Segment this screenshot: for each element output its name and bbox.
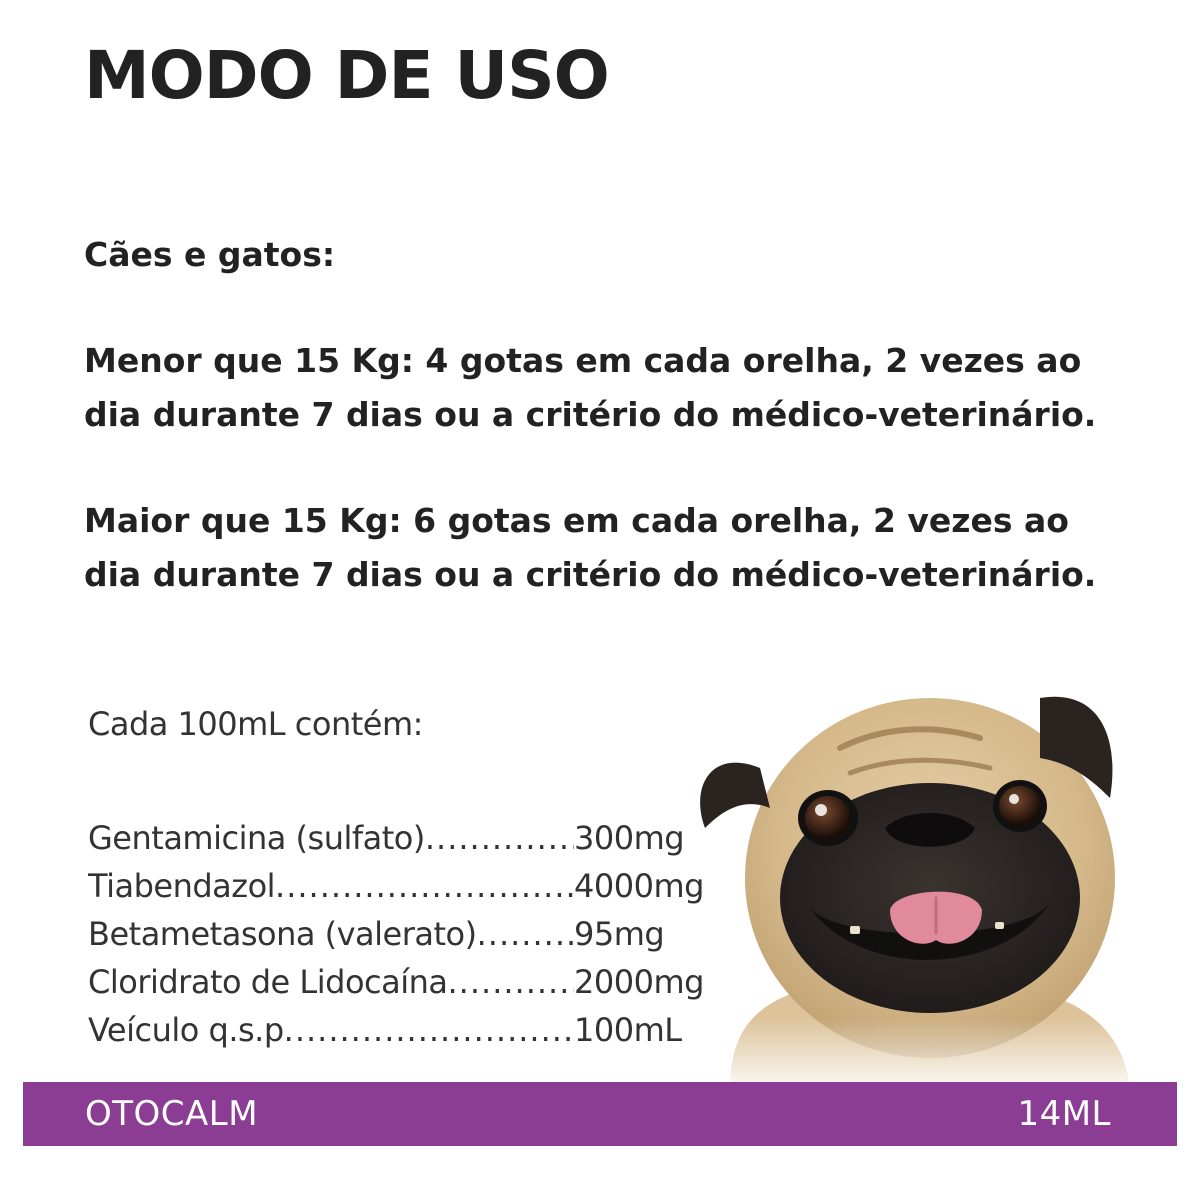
dosage-large-dogs: Maior que 15 Kg: 6 gotas em cada orelha, 2 vezes ao dia durante 7 dias ou a critério do médico-veterinário. [84,501,1097,594]
composition-header: Cada 100mL contém: [88,705,423,743]
composition-row [88,910,704,958]
dosage-small-dogs: Menor que 15 Kg: 4 gotas em cada orelha, 2 vezes ao dia durante 7 dias ou a critério do médico-veterinário. [84,341,1097,434]
composition-row [88,862,704,910]
composition-row [88,1006,704,1054]
ingredient-name: Gentamicina (sulfato) ..... [88,814,574,862]
ingredient-amount: 300mg [574,819,685,857]
ingredient-amount: 4000mg [574,867,704,905]
ingredient-amount: 2000mg [574,963,704,1001]
page-title: MODO DE USO [84,37,609,114]
footer-bar [23,1082,1177,1146]
product-name: OTOCALM [85,1094,259,1134]
ingredient-name: Veículo q.s.p ..... [88,1006,574,1054]
composition-row [88,958,704,1006]
species-heading: Cães e gatos: [84,235,336,274]
composition-row [88,814,704,862]
ingredient-name: Betametasona (valerato) ..... [88,910,574,958]
ingredient-name: Tiabendazol ..... [88,862,574,910]
product-volume: 14ML [1017,1094,1111,1134]
ingredient-amount: 100mL [574,1011,682,1049]
pug-dog-photo [690,678,1140,1088]
ingredient-amount: 95mg [574,915,665,953]
composition-block [88,700,704,1054]
ingredient-name: Cloridrato de Lidocaína ..... [88,958,574,1006]
